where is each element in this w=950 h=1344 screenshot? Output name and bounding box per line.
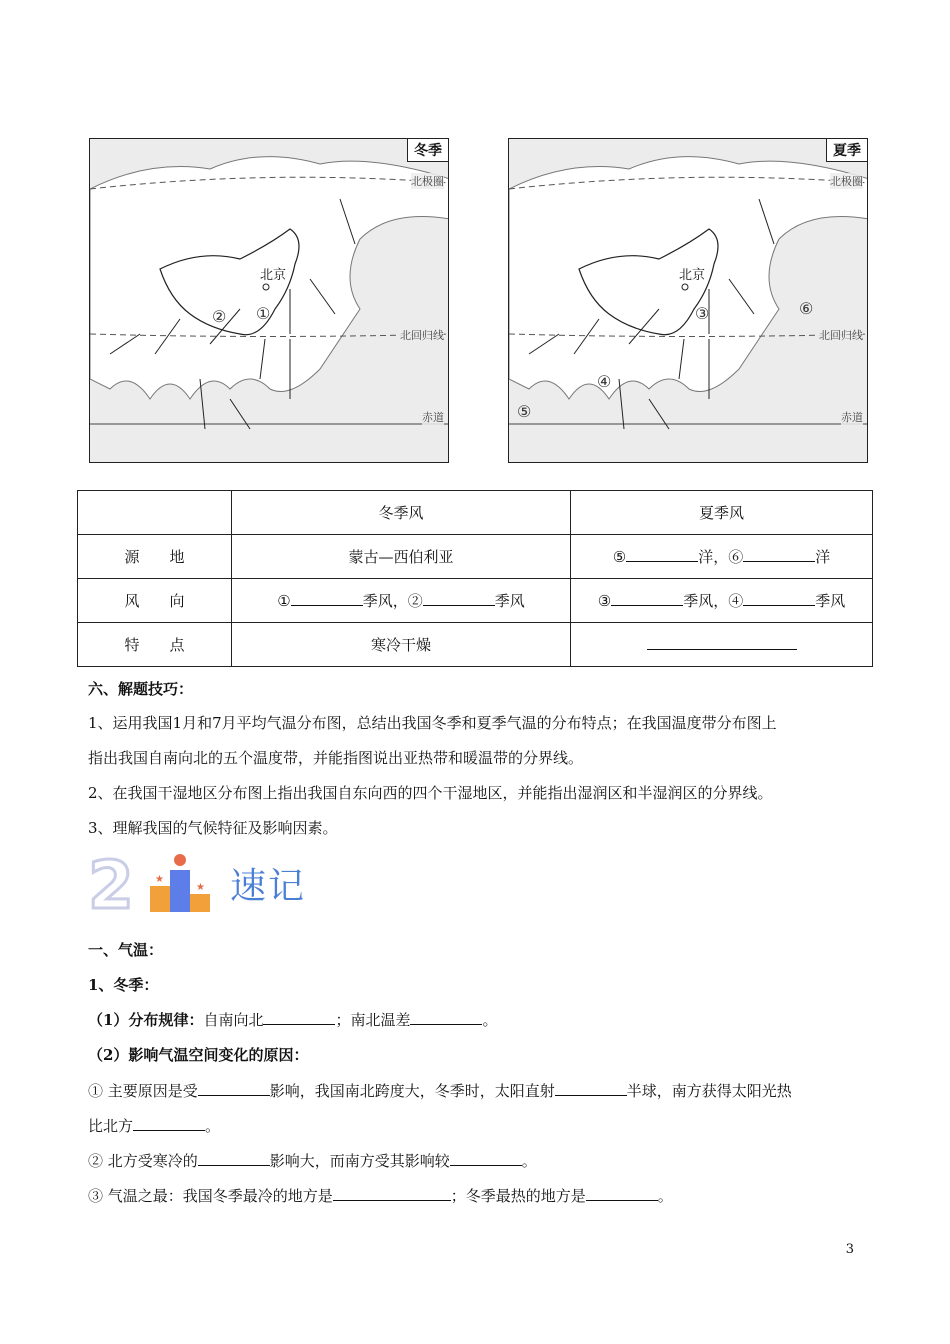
- blank-field[interactable]: [743, 591, 815, 606]
- blank-field[interactable]: [586, 1186, 658, 1201]
- summer-source-b-suffix: 洋: [815, 548, 831, 566]
- blank-field[interactable]: [410, 1010, 482, 1025]
- cause-1-text-2: 影响，我国南北跨度大，冬季时，太阳直射: [269, 1082, 555, 1100]
- distribution-rule-label: （1）分布规律：: [88, 1011, 204, 1029]
- section-logo: [88, 846, 318, 918]
- blank-field[interactable]: [198, 1151, 270, 1166]
- extremes-text: ③ 气温之最：我国冬季最冷的地方是: [88, 1187, 333, 1205]
- extremes-end: 。: [657, 1187, 673, 1205]
- marker-5: ⑤: [517, 402, 532, 421]
- tips-heading: 六、解题技巧：: [88, 680, 194, 698]
- table-row-source: [78, 535, 873, 579]
- summer-direction: [571, 579, 873, 623]
- map-season-label: 夏季: [826, 139, 867, 162]
- winter-direction: [232, 579, 571, 623]
- cause-1-text: ① 主要原因是受: [88, 1082, 198, 1100]
- row-label: 特 点: [78, 623, 232, 667]
- blank-field[interactable]: [743, 547, 815, 562]
- blank-field[interactable]: [423, 591, 495, 606]
- table-row-direction: [78, 579, 873, 623]
- tip-1-line-1: 1、运用我国1月和7月平均气温分布图，总结出我国冬季和夏季气温的分布特点；在我国温度带分布图上: [88, 714, 777, 732]
- section-number: 2: [88, 847, 134, 918]
- winter-source: 蒙古—西伯利亚: [232, 535, 571, 579]
- blank-field[interactable]: [555, 1081, 627, 1096]
- winter-map-drawing: [90, 139, 449, 463]
- distribution-rule-text: 自南向北: [203, 1011, 264, 1029]
- cause-2-text-2: 影响大，而南方受其影响较: [269, 1152, 450, 1170]
- summer-map-drawing: [509, 139, 868, 463]
- temperature-extremes: [88, 1185, 673, 1207]
- summer-feature: [571, 623, 873, 667]
- svg-text:★: ★: [196, 882, 205, 893]
- table-header-winter: 冬季风: [232, 491, 571, 535]
- table-header-summer: 夏季风: [571, 491, 873, 535]
- city-label: 北京: [260, 268, 287, 283]
- blank-field[interactable]: [198, 1081, 270, 1096]
- summer-source-a-suffix: 洋，⑥: [698, 548, 744, 566]
- winter-direction-b-suffix: 季风: [494, 592, 525, 610]
- summer-source-a: ⑤: [612, 548, 627, 566]
- winter-direction-a-suffix: 季风，②: [362, 592, 423, 610]
- extremes-text-2: ；冬季最热的地方是: [450, 1187, 586, 1205]
- cause-1-text-3: 半球，南方获得太阳光热: [626, 1082, 792, 1100]
- summer-direction-b-suffix: 季风: [815, 592, 846, 610]
- map-season-label: 冬季: [407, 139, 448, 162]
- tropic-label: 北回归线: [819, 329, 863, 342]
- summer-source: [571, 535, 873, 579]
- distribution-rule-end: 。: [482, 1011, 498, 1029]
- marker-2: ②: [212, 307, 227, 326]
- cause-2-text: ② 北方受寒冷的: [88, 1152, 198, 1170]
- table-header-empty: [78, 491, 232, 535]
- blank-field[interactable]: [291, 591, 363, 606]
- podium-icon: [88, 846, 228, 918]
- tip-3: 3、理解我国的气候特征及影响因素。: [88, 819, 338, 837]
- row-label: 源 地: [78, 535, 232, 579]
- notes-heading-winter: 1、冬季：: [88, 976, 159, 994]
- winter-monsoon-map: [89, 138, 449, 463]
- blank-field[interactable]: [626, 547, 698, 562]
- cause-1-line-1: [88, 1080, 792, 1102]
- marker-1: ①: [256, 304, 271, 323]
- row-label: 风 向: [78, 579, 232, 623]
- marker-4: ④: [597, 372, 612, 391]
- marker-3: ③: [695, 304, 710, 323]
- cause-heading: （2）影响气温空间变化的原因：: [88, 1046, 309, 1064]
- tip-2: 2、在我国干湿地区分布图上指出我国自东向西的四个干湿地区，并能指出湿润区和半湿润区的分界线。: [88, 784, 773, 802]
- table-row-feature: [78, 623, 873, 667]
- tip-1-line-2: 指出我国自南向北的五个温度带，并能指图说出亚热带和暖温带的分界线。: [88, 749, 584, 767]
- svg-text:★: ★: [155, 874, 164, 885]
- table-header-row: [78, 491, 873, 535]
- arctic-circle-label: 北极圈: [411, 175, 444, 188]
- equator-label: 赤道: [422, 411, 444, 424]
- city-label: 北京: [679, 268, 706, 283]
- distribution-rule-text-2: ；南北温差: [335, 1011, 411, 1029]
- cause-2-end: 。: [521, 1152, 537, 1170]
- winter-direction-a: ①: [277, 592, 291, 610]
- monsoon-table: [77, 490, 873, 667]
- cause-1-end: 。: [205, 1117, 221, 1135]
- blank-field[interactable]: [647, 635, 797, 650]
- blank-field[interactable]: [333, 1186, 451, 1201]
- summer-monsoon-map: [508, 138, 868, 463]
- distribution-rule: [88, 1009, 498, 1031]
- blank-field[interactable]: [611, 591, 683, 606]
- marker-6: ⑥: [799, 299, 814, 318]
- cause-2: [88, 1150, 537, 1172]
- cause-1-text-4: 比北方: [88, 1117, 134, 1135]
- notes-heading-temperature: 一、气温：: [88, 941, 164, 959]
- section-title: 速记: [230, 866, 307, 907]
- blank-field[interactable]: [133, 1116, 205, 1131]
- arctic-circle-label: 北极圈: [830, 175, 863, 188]
- winter-feature: 寒冷干燥: [232, 623, 571, 667]
- blank-field[interactable]: [450, 1151, 522, 1166]
- equator-label: 赤道: [841, 411, 863, 424]
- summer-direction-a-suffix: 季风，④: [683, 592, 744, 610]
- cause-1-line-2: [88, 1115, 220, 1137]
- summer-direction-a: ③: [597, 592, 612, 610]
- blank-field[interactable]: [263, 1010, 335, 1025]
- tropic-label: 北回归线: [400, 329, 444, 342]
- page-number: 3: [845, 1242, 854, 1257]
